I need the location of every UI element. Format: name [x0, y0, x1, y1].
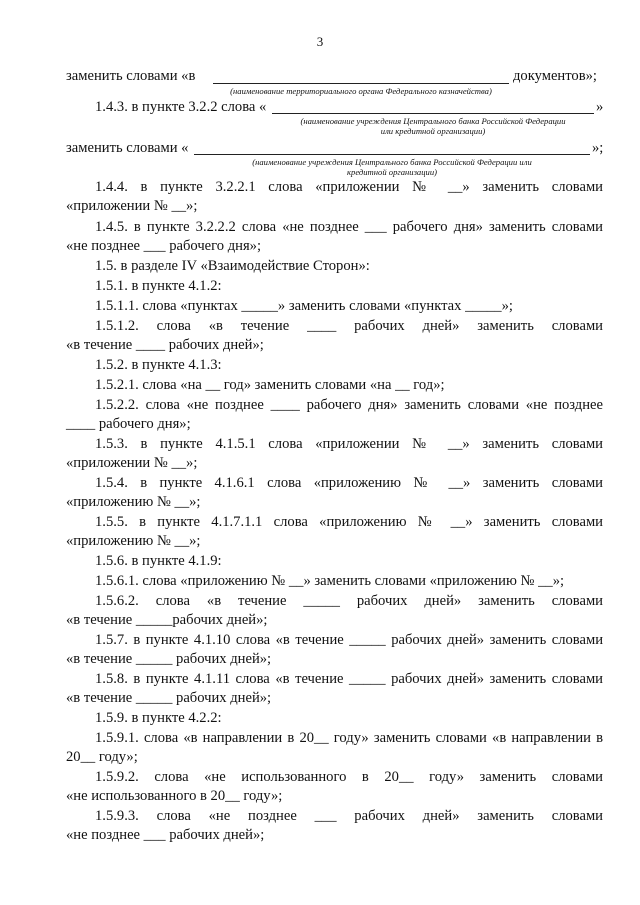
text-line: 1.5.2. в пункте 4.1.3: [95, 357, 222, 373]
page-number: 3 [316, 34, 324, 49]
text-line: документов»; [513, 68, 597, 84]
text-line: 1.5. в разделе IV «Взаимодействие Сторон»: [95, 258, 370, 274]
text-line: 1.5.1.1. слова «пунктах _____» заменить словами «пунктах _____»; [95, 298, 513, 314]
field-caption: (наименование учреждения Центрального банка Российской Федерации или [252, 157, 532, 167]
text-line: 1.5.7. в пункте 4.1.10 слова «в течение _____ рабочих дней» заменить словами [95, 632, 603, 648]
text-line: 1.4.4. в пункте 3.2.2.1 слова «приложении № __» заменить словами [95, 179, 603, 195]
text-line: 1.5.6. в пункте 4.1.9: [95, 553, 222, 569]
text-line: «в течение ____ рабочих дней»; [66, 337, 264, 353]
text-line: 1.5.8. в пункте 4.1.11 слова «в течение _____ рабочих дней» заменить словами [95, 671, 603, 687]
fill-in-line [272, 113, 594, 114]
text-line: 1.5.3. в пункте 4.1.5.1 слова «приложении № __» заменить словами [95, 436, 603, 452]
text-line: 1.5.6.2. слова «в течение _____ рабочих дней» заменить словами [95, 593, 603, 609]
field-caption: кредитной организации) [347, 167, 437, 177]
text-line: «в течение _____ рабочих дней»; [66, 690, 272, 706]
field-caption: (наименование учреждения Центрального банка Российской Федерации [300, 116, 566, 126]
text-line: 1.5.9.1. слова «в направлении в 20__ году» заменить словами «в направлении в [95, 730, 603, 746]
text-line: «в течение _____рабочих дней»; [66, 612, 268, 628]
text-line: 20__ году»; [66, 749, 138, 765]
text-line: » [596, 99, 604, 115]
text-line: 1.5.2.1. слова «на __ год» заменить словами «на __ год»; [95, 377, 445, 393]
text-line: «приложении № __»; [66, 198, 198, 214]
text-line: заменить словами «в [66, 68, 196, 84]
text-line: заменить словами « [66, 140, 189, 156]
text-line: 1.5.9.3. слова «не позднее ___ рабочих дней» заменить словами [95, 808, 603, 824]
text-line: «не использованного в 20__ году»; [66, 788, 283, 804]
text-line: 1.4.5. в пункте 3.2.2.2 слова «не позднее ___ рабочего дня» заменить словами [95, 219, 603, 235]
text-line: «приложению № __»; [66, 494, 201, 510]
text-line: 1.4.3. в пункте 3.2.2 слова « [95, 99, 267, 115]
text-line: 1.5.1.2. слова «в течение ____ рабочих дней» заменить словами [95, 318, 603, 334]
field-caption: или кредитной организации) [380, 126, 486, 136]
field-caption: (наименование территориального органа Федерального казначейства) [230, 86, 492, 96]
text-line: «в течение _____ рабочих дней»; [66, 651, 272, 667]
text-line: «не позднее ___ рабочих дней»; [66, 827, 265, 843]
text-line: ____ рабочего дня»; [66, 416, 191, 432]
text-line: 1.5.2.2. слова «не позднее ____ рабочего дня» заменить словами «не позднее [95, 397, 603, 413]
text-line: »; [592, 140, 604, 156]
text-line: 1.5.4. в пункте 4.1.6.1 слова «приложению № __» заменить словами [95, 475, 603, 491]
text-line: 1.5.9.2. слова «не использованного в 20__ году» заменить словами [95, 769, 603, 785]
text-line: 1.5.9. в пункте 4.2.2: [95, 710, 222, 726]
text-line: 1.5.6.1. слова «приложению № __» заменить словами «приложению № __»; [95, 573, 565, 589]
fill-in-line [213, 83, 509, 84]
text-line: «не позднее ___ рабочего дня»; [66, 238, 262, 254]
fill-in-line [194, 154, 590, 155]
text-line: 1.5.5. в пункте 4.1.7.1.1 слова «приложению № __» заменить словами [95, 514, 603, 530]
text-line: «приложении № __»; [66, 455, 198, 471]
text-line: «приложению № __»; [66, 533, 201, 549]
text-line: 1.5.1. в пункте 4.1.2: [95, 278, 222, 294]
